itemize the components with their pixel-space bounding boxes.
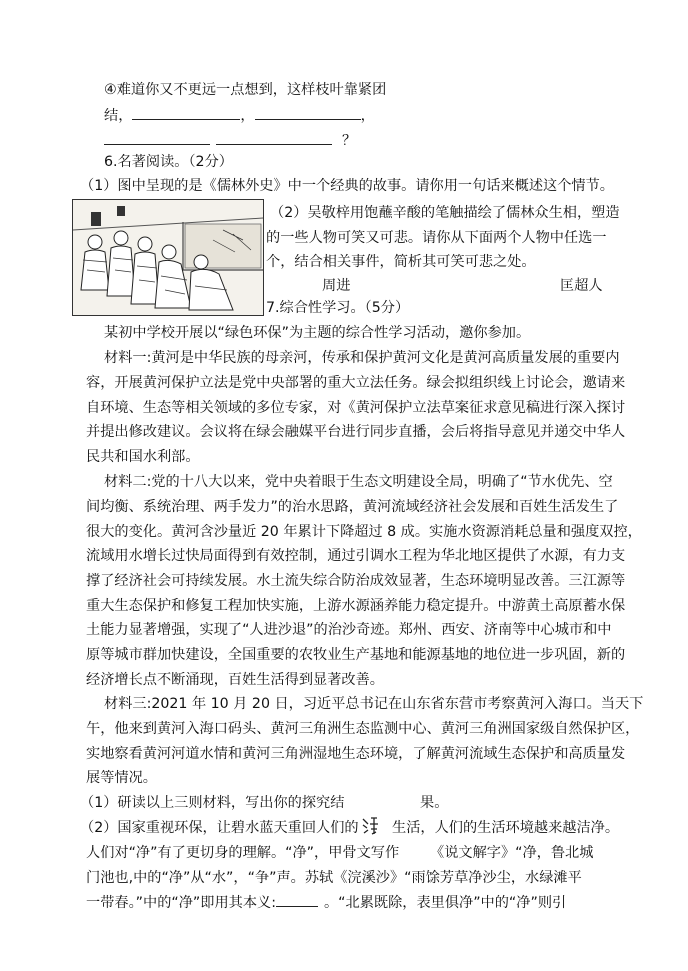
- q7-sub2-line4-a: 一带春。”中的“净”即用其本义:: [86, 895, 276, 911]
- q7-sub2-line1b: 生活，人们的生活环境越来越洁净。: [392, 820, 620, 836]
- answer-blank-2[interactable]: [255, 105, 361, 120]
- q6-part2-line2: 的一些人物可笑又可悲。请你从下面两个人物中任选一: [266, 230, 607, 246]
- q5-item4-text: ④难道你又不更远一点想到，这样枝叶靠紧团: [104, 82, 387, 98]
- q6-option-b: 匡超人: [560, 278, 603, 294]
- q6-option-a: 周进: [322, 278, 351, 294]
- q5-question-mark: ？: [342, 133, 357, 149]
- material-3-line: 材料三:2021 年 10 月 20 日，习近平总书记在山东省东营市考察黄河入海口。当天下: [104, 696, 644, 712]
- material-3-line: 午，他来到黄河入海口码头、黄河三角洲生态监测中心、黄河三角洲国家级自然保护区，: [86, 721, 640, 737]
- material-1-line: 自环境、生态等相关领域的多位专家，对《黄河保护立法草案征求意见稿进行深入探讨: [86, 400, 626, 416]
- q5-last-line: [104, 130, 356, 151]
- q6-title: 6.名著阅读。（2分）: [104, 154, 233, 170]
- q7-sub1-prompt: （1）研读以上三则材料，写出你的探究结: [80, 795, 345, 811]
- material-2-line: 很大的变化。黄河含沙量近 20 年累计下降超过 8 成。实施水资源消耗总量和强度双控，: [86, 524, 642, 540]
- q7-sub1-tail: 果。: [420, 795, 449, 811]
- q7-sub2-line2a: 人们对“净”有了更切身的理解。“净”，甲骨文写作: [86, 845, 400, 861]
- answer-blank-1[interactable]: [132, 105, 240, 120]
- q5-cont-label: 结，: [104, 108, 133, 124]
- material-2-line: 流域用水增长过快局面得到有效控制，通过引调水工程为华北地区提供了水源，有力支: [86, 548, 626, 564]
- q5-comma-2: ，: [360, 108, 375, 124]
- q7-title: 7.综合性学习。（5分）: [266, 300, 410, 316]
- answer-blank-jing-meaning[interactable]: [276, 892, 318, 907]
- q5-continuation-line: [104, 105, 375, 126]
- material-2-line: 撑了经济社会可持续发展。水土流失综合防治成效显著，生态环境明显改善。三江源等: [86, 573, 626, 589]
- illustration-drawing: [73, 200, 263, 315]
- q7-sub2-line4-b: 。“北累既除，表里俱净”中的“净”则引: [323, 895, 567, 911]
- material-3-line: 展等情况。: [86, 770, 157, 786]
- material-2-line: 材料二:党的十八大以来，党中央着眼于生态文明建设全局，明确了“节水优先、空: [104, 474, 613, 490]
- material-1-line: 并提出修改建议。会议将在绿会融媒平台进行同步直播，会后将指导意见并递交中华人: [86, 424, 626, 440]
- material-1-line: 民共和国水利部。: [86, 449, 200, 465]
- material-3-line: 实地察看黄河河道水情和黄河三角洲湿地生态环境，了解黄河流域生态保护和高质量发: [86, 746, 626, 762]
- material-1-line: 材料一:黄河是中华民族的母亲河，传承和保护黄河文化是黄河高质量发展的重要内: [104, 350, 620, 366]
- q6-part2-line1: （2）吴敬梓用饱蘸辛酸的笔触描绘了儒林众生相，塑造: [270, 205, 620, 221]
- q7-sub2-line4: [86, 892, 566, 913]
- material-2-line: 重大生态保护和修复工程加快实施，上游水源涵养能力稳定提升。中游黄土高原蓄水保: [86, 598, 626, 614]
- material-2-line: 原等城市群加快建设，全国重要的农牧业生产基地和能源基地的地位进一步巩固，新的: [86, 647, 626, 663]
- material-2-line: 间均衡、系统治理、两手发力”的治水思路，黄河流域经济社会发展和百姓生活发生了: [86, 499, 619, 515]
- answer-blank-3[interactable]: [104, 130, 210, 145]
- q5-comma: ，: [240, 108, 255, 124]
- q6-part2-line3: 个，结合相关事件，简析其可笑可悲之处。: [266, 254, 536, 270]
- answer-blank-4[interactable]: [216, 130, 332, 145]
- q7-sub2-line3: 门池也,中的“净”从“水”，“争”声。苏轼《浣溪沙》“雨馀芳草净沙尘，水绿滩平: [86, 870, 582, 886]
- q7-intro: 某初中学校开展以“绿色环保”为主题的综合性学习活动，邀你参加。: [104, 325, 531, 341]
- rulin-waishi-illustration: [72, 199, 264, 316]
- oracle-bone-jing-glyph: [360, 816, 380, 840]
- material-2-line: 经济增长点不断涌现，百姓生活得到显著改善。: [86, 672, 384, 688]
- q6-part1: （1）图中呈现的是《儒林外史》中一个经典的故事。请你用一句话来概述这个情节。: [80, 178, 614, 194]
- material-1-line: 容，开展黄河保护立法是党中央部署的重大立法任务。绿会拟组织线上讨论会，邀请来: [86, 375, 626, 391]
- q7-sub2-line1a: （2）国家重视环保，让碧水蓝天重回人们的: [80, 820, 359, 836]
- material-2-line: 土能力显著增强，实现了“人进沙退”的治沙奇迹。郑州、西安、济南等中心城市和中: [86, 622, 612, 638]
- q7-sub2-line2b: 《说文解字》“净，鲁北城: [430, 845, 594, 861]
